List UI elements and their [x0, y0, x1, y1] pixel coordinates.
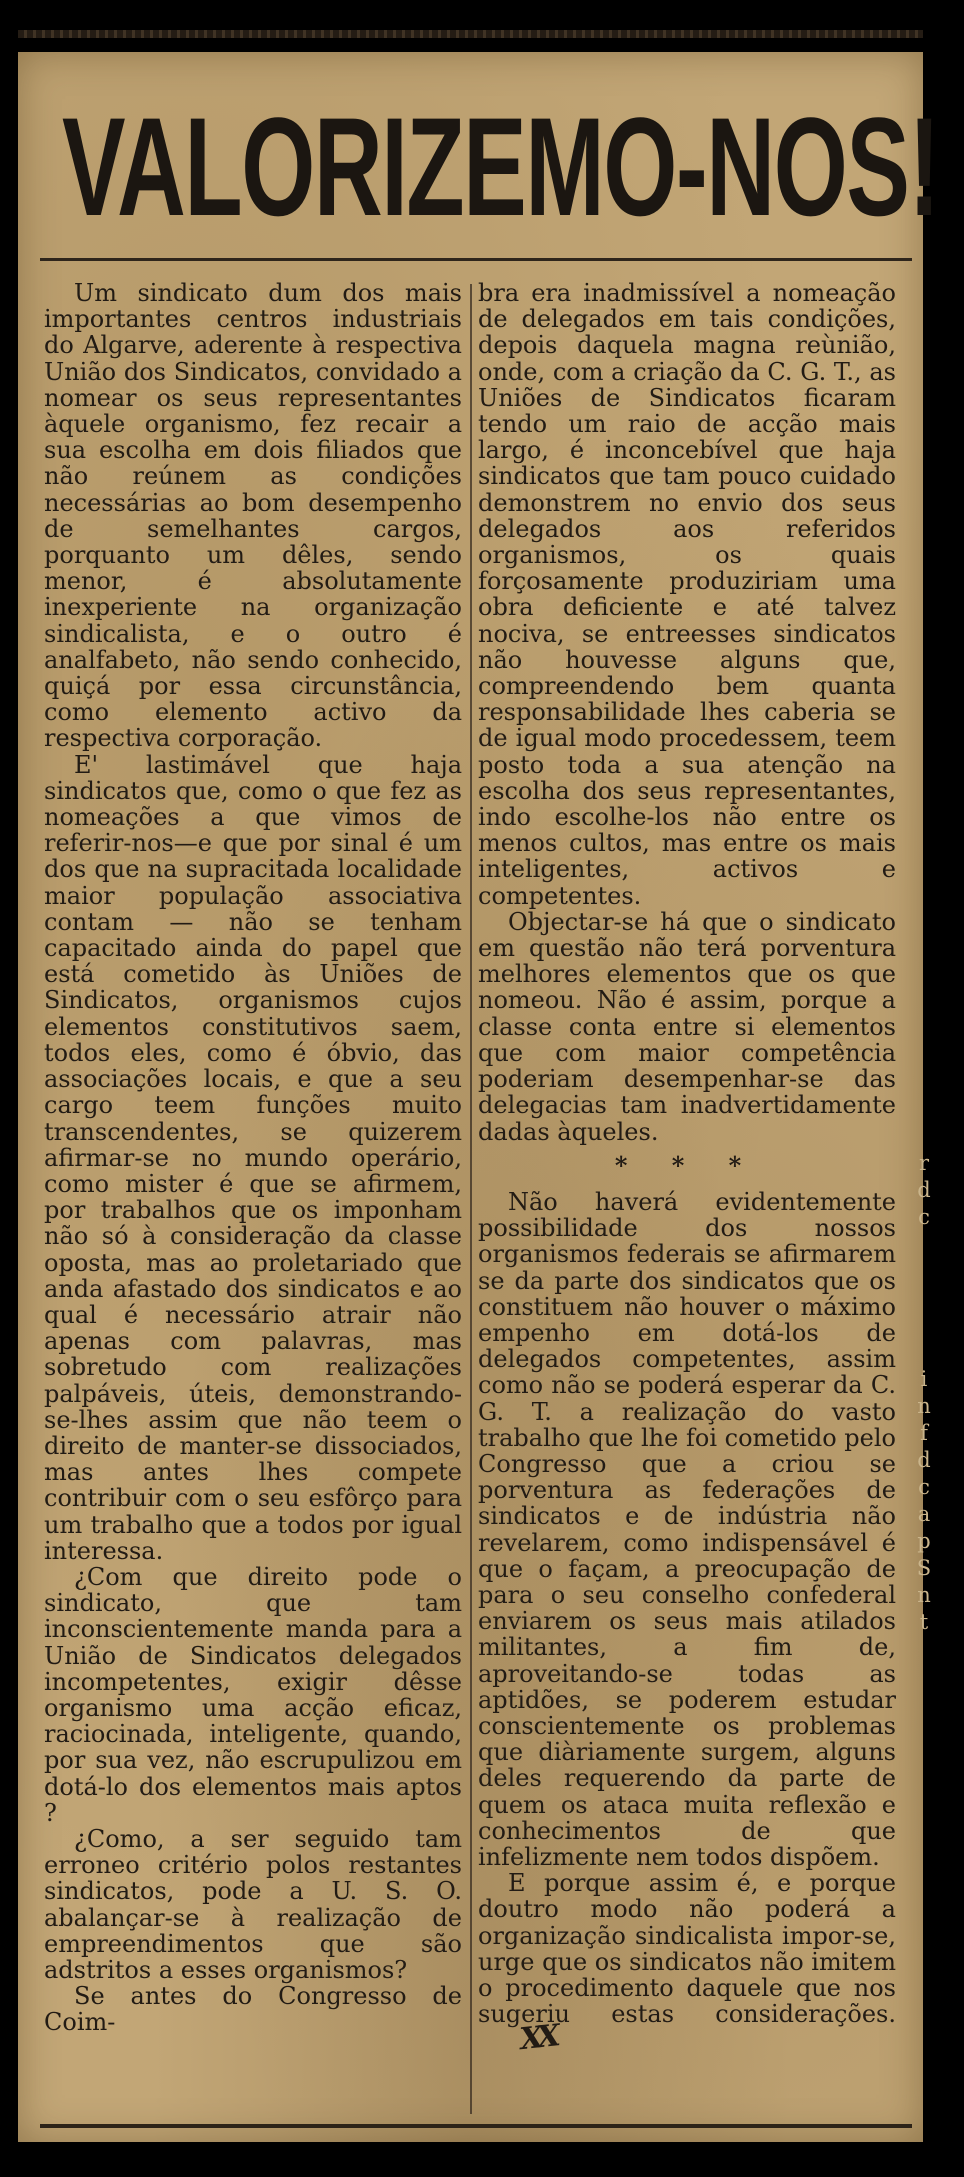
paragraph	[478, 1869, 897, 2058]
edge-letter: i	[920, 1367, 928, 1391]
edge-letter: n	[917, 1583, 931, 1607]
paragraph: ¿Com que direito pode o sindicato, que tam inconscientemente manda para a União de Sindicatos delegados incompetentes, exigir dêsse organismo uma acção eficaz, raciocinada, inteligente, quando, por sua vez, não escrupulizou em dotá-lo dos elementos mais aptos ?	[44, 1562, 462, 1827]
edge-letter: d	[917, 1178, 931, 1202]
edge-letter: t	[919, 1610, 929, 1634]
headline: VALORIZEMO-NOS!	[62, 88, 939, 245]
edge-letter	[916, 1312, 932, 1339]
edge-letter: r	[918, 1151, 930, 1175]
author-signature: XX	[518, 2019, 557, 2058]
paragraph: Objectar-se há que o sindicato em questão não terá porventura melhores elementos que os que nomeou. Não é assim, porque a classe conta entre si elementos que com maior competência poderiam desempenhar-se das delegacias tam inadvertidamente dadas àqueles.	[478, 907, 896, 1146]
edge-letter: n	[917, 1394, 931, 1418]
paragraph: Um sindicato dum dos mais importantes centros industriais do Algarve, aderente à respectiva União dos Sindicatos, convidado a nomear os seus representantes àquele organismo, fez recair a sua escolha em dois filiados que não reúnem as condições necessárias ao bom desempenho de semelhantes cargos, porquanto um dêles, sendo menor, é absolutamente inexperiente na organização sindicalista, e o outro é analfabeto, não sendo conhecido, quiçá por essa circunstância, como elemento activo da respectiva corporação.	[44, 279, 462, 753]
closing-sentence: E porque assim é, e porque doutro modo não poderá a organização sindicalista impor-se, urge que os sindicatos não imitem o procedimento daquele que nos sugeriu estas considerações.	[478, 1869, 897, 2029]
bottom-border-rule	[40, 2124, 912, 2128]
paragraph: Se antes do Congresso de Coim-	[44, 1982, 462, 2037]
section-separator: * * *	[614, 1150, 760, 1180]
edge-letter: d	[917, 1448, 931, 1472]
edge-letter	[916, 1285, 932, 1312]
edge-letter	[916, 1339, 932, 1366]
edge-letter	[916, 1231, 932, 1258]
edge-letter: a	[917, 1502, 931, 1526]
headline-rule	[40, 258, 912, 261]
edge-letter	[916, 1258, 932, 1285]
paragraph: ¿Como, a ser seguido tam erroneo critério polos restantes sindicatos, pode a U. S. O. abalançar-se à realização de empreendimentos que são adstritos a esses organismos?	[44, 1824, 462, 1984]
left-column	[44, 280, 462, 2120]
top-border-rule	[18, 30, 923, 38]
edge-letter: c	[918, 1475, 930, 1499]
edge-letter: c	[918, 1205, 930, 1229]
column-divider	[470, 284, 472, 2114]
right-column	[478, 280, 896, 2120]
paragraph: E' lastimável que haja sindicatos que, como o que fez as nomeações a que vimos de referir-nos—e que por sinal é um dos que na supracitada localidade maior população associativa contam — não se tenham capacitado ainda do papel que está cometido às Uniões de Sindicatos, organismos cujos elementos constitutivos saem, todos eles, como é óbvio, das associações locais, e que a seu cargo teem funções muito transcendentes, se quizerem afirmar-se no mundo operário, como mister é que se afirmem, por trabalhos que os imponham não só à consideração da classe oposta, mas ao proletariado que anda afastado dos sindicatos e ao qual é necessário atrair não apenas com palavras, mas sobretudo com realizações palpáveis, úteis, demonstrando-se-lhes assim que não teem o direito de manter-se dissociados, mas antes lhes compete contribuir com o seu esfôrço para um trabalho que a todos por igual interessa.	[44, 750, 462, 1565]
adjacent-column-edge	[916, 1150, 932, 1636]
edge-letter: p	[917, 1529, 931, 1553]
edge-letter: f	[920, 1421, 928, 1445]
paragraph: Não haverá evidentemente possibilidade dos nossos organismos federais se afirmarem se da parte dos sindicatos que os constituem não houver o máximo empenho em dotá-los de delegados competentes, assim como não se poderá esperar da C. G. T. a realização do vasto trabalho que lhe foi cometido pelo Congresso que a criou se porventura as federações de sindicatos e de indústria não revelarem, como indispensável é que o façam, a preocupação de para o seu conselho confederal enviarem os seus mais atilados militantes, a fim de, aproveitando-se todas as aptidões, se poderem estudar conscientemente os problemas que diàriamente surgem, alguns deles requerendo da parte de quem os ataca muita reflexão e conhecimentos de que infelizmente nem todos dispõem.	[478, 1187, 896, 1871]
edge-letter: S	[916, 1556, 932, 1580]
paragraph: bra era inadmissível a nomeação de delegados em tais condições, depois daquela magna reùnião, onde, com a criação da C. G. T., as Uniões de Sindicatos ficaram tendo um raio de acção mais largo, é inconcebível que haja sindicatos que tam pouco cuidado demonstrem no envio dos seus delegados aos referidos organismos, os quais forçosamente produziriam uma obra deficiente e até talvez nociva, se entreesses sindicatos não houvesse alguns que, compreendendo bem quanta responsabilidade lhes caberia se de igual modo procedessem, teem posto toda a sua atenção na escolha dos seus representantes, indo escolhe-los não entre os menos cultos, mas entre os mais inteligentes, activos e competentes.	[478, 279, 896, 910]
